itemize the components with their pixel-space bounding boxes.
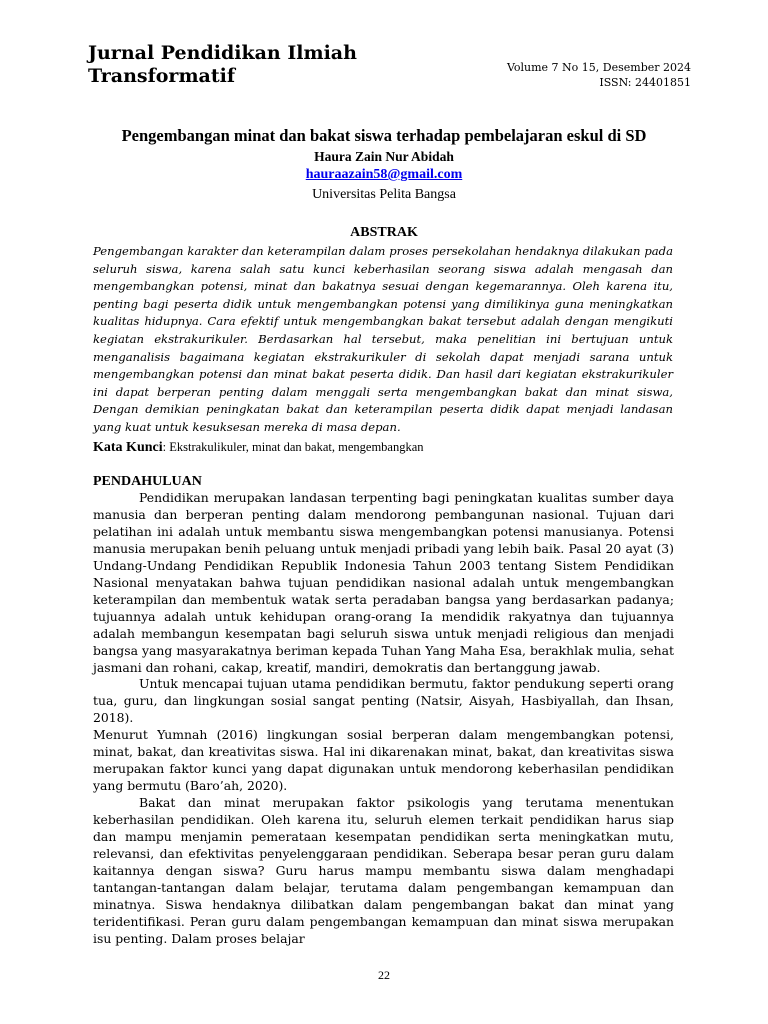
introduction-body bbox=[93, 490, 674, 948]
author-email-wrapper bbox=[60, 166, 708, 184]
introduction-paragraph: Menurut Yumnah (2016) lingkungan sosial berperan dalam mengembangkan potensi, minat, bakat, dan kreativitas siswa. Hal ini dikarenakan minat, bakat, dan kreativitas siswa merupakan faktor kunci yang dapat digunakan untuk mendorong keberhasilan pendidikan yang bermutu (Baro’ah, 2020). bbox=[93, 727, 674, 794]
abstract-heading: ABSTRAK bbox=[350, 225, 418, 240]
introduction-paragraph: Bakat dan minat merupakan faktor psikologis yang terutama menentukan keberhasilan pendidikan. Oleh karena itu, seluruh elemen terkait pendidikan harus siap dan mampu menjamin pemerataan kesempatan pendidikan serta meningkatkan mutu, relevansi, dan efektivitas penyelenggaraan pendidikan. Seberapa besar peran guru dalam kaitannya dengan siswa? Guru harus mampu membantu siswa dalam menghadapi tantangan-tantangan dalam belajar, terutama dalam pengembangan kemampuan dan minatnya. Siswa hendaknya dilibatkan dalam pengembangan bakat dan minat yang teridentifikasi. Peran guru dalam pengembangan kemampuan dan minat siswa merupakan isu penting. Dalam proses belajar bbox=[93, 795, 674, 946]
introduction-paragraph: Pendidikan merupakan landasan terpenting bagi peningkatan kualitas sumber daya manusia dan berperan penting dalam mendorong pembangunan nasional. Tujuan dari pelatihan ini adalah untuk membantu siswa mengembangkan potensi manusianya. Potensi manusia merupakan benih peluang untuk menjadi pribadi yang lebih baik. Pasal 20 ayat (3) Undang-Undang Pendidikan Republik Indonesia Tahun 2003 tentang Sistem Pendidikan Nasional menyatakan bahwa tujuan pendidikan nasional adalah untuk mengembangkan keterampilan dan membentuk watak serta peradaban bangsa yang berdasarkan padanya; tujuannya adalah untuk kehidupan orang-orang Ia mendidik rakyatnya dan tujuannya adalah membangun kesempatan bagi seluruh siswa untuk menjadi religious dan menjadi bangsa yang masyarakatnya beriman kepada Tuhan Yang Maha Esa, berakhlak mulia, sehat jasmani dan rohani, cakap, kreatif, mandiri, demokratis dan bertanggung jawab. bbox=[93, 490, 674, 675]
keywords-label: Kata Kunci bbox=[93, 440, 163, 455]
introduction-paragraph: Untuk mencapai tujuan utama pendidikan bermutu, faktor pendukung seperti orang tua, guru, dan lingkungan sosial sangat penting (Natsir, Aisyah, Hasbiyallah, dan Ihsan, 2018). bbox=[93, 676, 674, 726]
author-name: Haura Zain Nur Abidah bbox=[314, 149, 454, 164]
keywords-list: : Ekstrakulikuler, minat dan bakat, mengembangkan bbox=[162, 440, 424, 454]
page-number: 22 bbox=[378, 968, 390, 982]
journal-meta bbox=[507, 60, 691, 90]
author-affiliation: Universitas Pelita Bangsa bbox=[312, 187, 456, 202]
article-title: Pengembangan minat dan bakat siswa terhadap pembelajaran eskul di SD bbox=[121, 126, 647, 145]
journal-name: Jurnal Pendidikan Ilmiah Transformatif bbox=[88, 42, 357, 87]
introduction-heading: PENDAHULUAN bbox=[93, 474, 202, 489]
author-email-link[interactable]: hauraazain58@gmail.com bbox=[305, 167, 463, 182]
volume-info: Volume 7 No 15, Desember 2024 bbox=[506, 61, 691, 74]
keywords bbox=[93, 438, 673, 457]
abstract-text: Pengembangan karakter dan keterampilan dalam proses persekolahan hendaknya dilakukan pada seluruh siswa, karena salah satu kunci keberhasilan seorang siswa adalah mengasah dan mengembangkan potensi, minat dan bakatnya sesuai dengan kegemarannya. Oleh karena itu, penting bagi peserta didik untuk mengembangkan potensi yang dimilikinya guna meningkatkan kualitas hidupnya. Cara efektif untuk mengembangkan bakat tersebut adalah dengan mengikuti kegiatan ekstrakurikuler. Berdasarkan hal tersebut, maka penelitian ini bertujuan untuk menganalisis bagaimana kegiatan ekstrakurikuler di sekolah dapat menjadi sarana untuk mengembangkan potensi dan minat bakat peserta didik. Dan hasil dari kegiatan ekstrakurikuler ini dapat berperan penting dalam menggali serta mengembangkan bakat dan minat siswa, Dengan demikian peningkatan bakat dan keterampilan peserta didik dapat menjadi landasan yang kuat untuk kesuksesan mereka di masa depan. bbox=[93, 244, 673, 434]
issn-info: ISSN: 24401851 bbox=[599, 76, 691, 89]
